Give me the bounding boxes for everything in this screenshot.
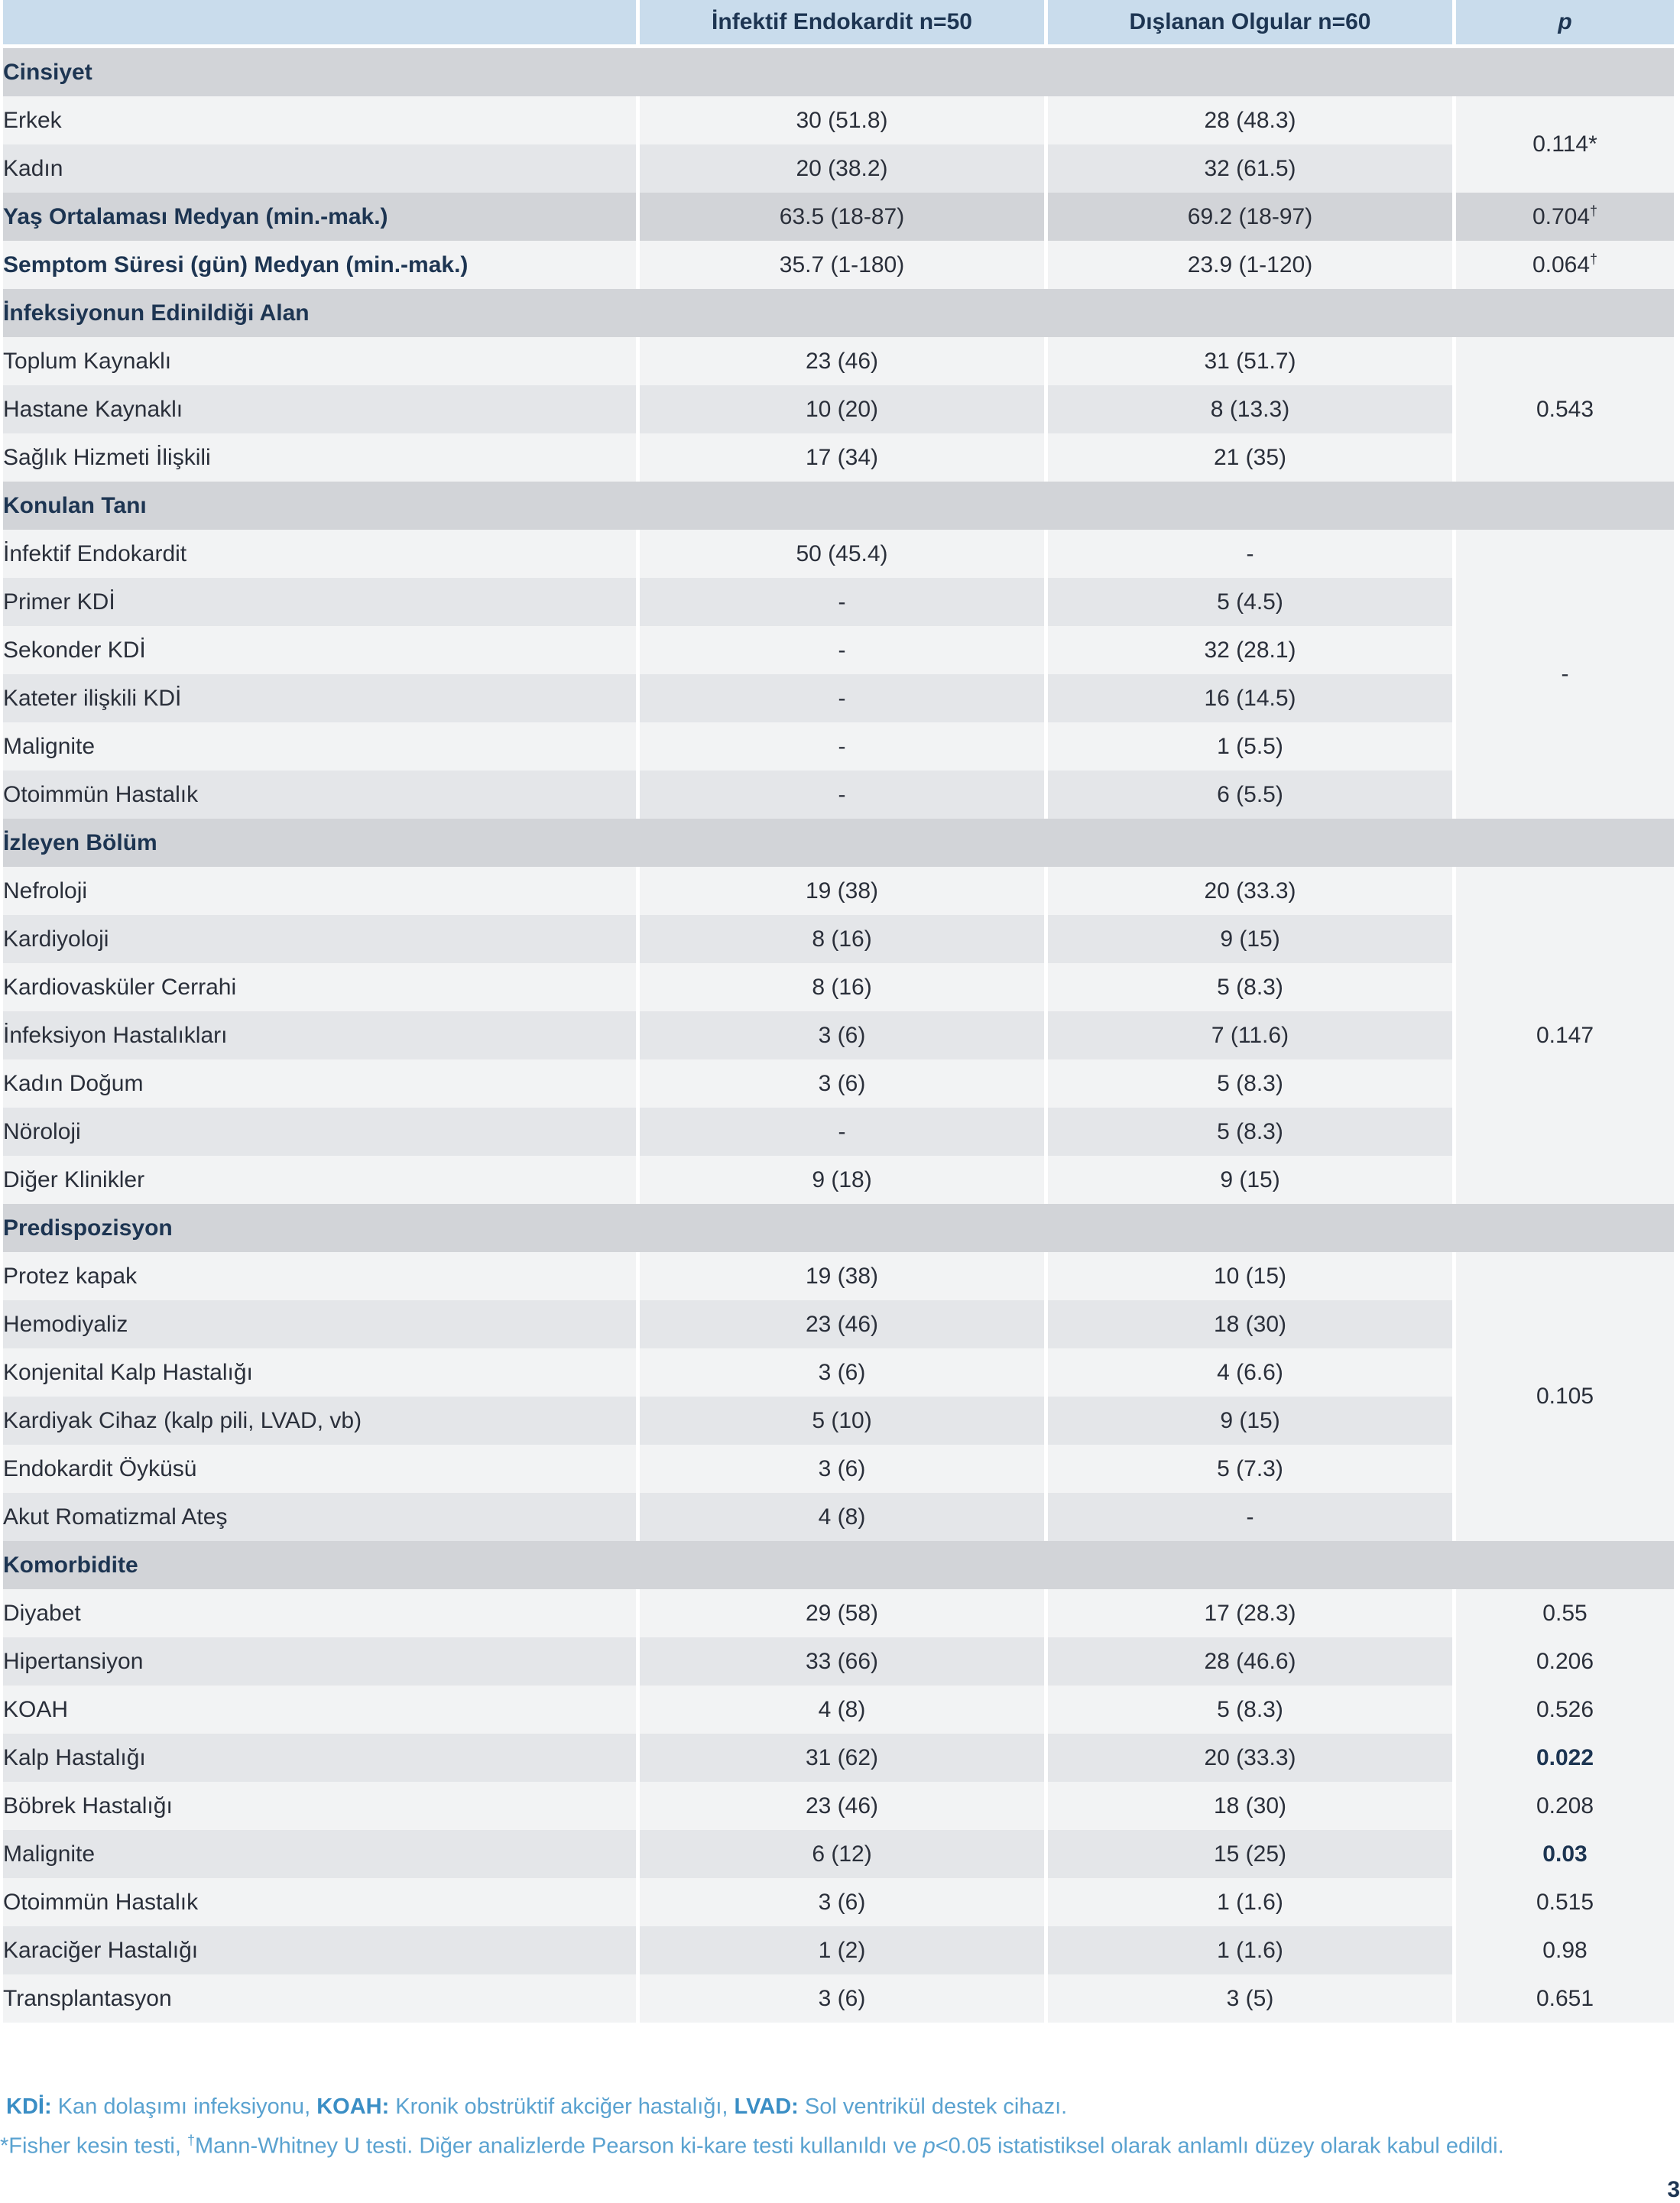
cell-ie: 33 (66)	[636, 1637, 1044, 1686]
significance-text: <0.05 istatistiksel olarak anlamlı düzey olarak kabul edildi.	[935, 2133, 1504, 2159]
cell-ie: 9 (18)	[636, 1156, 1044, 1204]
cell-p	[1452, 193, 1674, 241]
table-row	[3, 1011, 1674, 1059]
section-konulan-tani: Konulan Tanı	[3, 482, 1674, 530]
cell-ie: 3 (6)	[636, 1878, 1044, 1926]
table-row	[3, 1445, 1674, 1493]
cell-excluded: 18 (30)	[1044, 1300, 1452, 1348]
section-row	[3, 1204, 1674, 1252]
row-label: Diğer Klinikler	[3, 1156, 636, 1204]
table-row	[3, 530, 1674, 578]
cell-ie: 3 (6)	[636, 1348, 1044, 1397]
cell-excluded: 5 (8.3)	[1044, 963, 1452, 1011]
cell-ie: 10 (20)	[636, 385, 1044, 433]
table-row	[3, 963, 1674, 1011]
cell-excluded: 5 (7.3)	[1044, 1445, 1452, 1493]
abbr-kdi: KDİ:	[6, 2094, 52, 2119]
cell-ie: 30 (51.8)	[636, 96, 1044, 144]
mann-text: Mann-Whitney U testi. Diğer analizlerde Pearson ki-kare testi kullanıldı ve	[195, 2133, 923, 2159]
row-label: Diyabet	[3, 1589, 636, 1637]
abbr-koah: KOAH:	[316, 2094, 390, 2119]
table-row	[3, 1059, 1674, 1108]
table-row	[3, 1108, 1674, 1156]
cell-p: 0.55	[1452, 1589, 1674, 1637]
cell-ie: 20 (38.2)	[636, 144, 1044, 193]
table-row	[3, 1830, 1674, 1878]
cell-ie: 4 (8)	[636, 1493, 1044, 1541]
cell-excluded: 5 (8.3)	[1044, 1686, 1452, 1734]
section-cinsiyet: Cinsiyet	[3, 48, 1674, 96]
cell-excluded: 20 (33.3)	[1044, 1734, 1452, 1782]
table-row	[3, 1348, 1674, 1397]
cell-ie: 3 (6)	[636, 1011, 1044, 1059]
row-label: Kalp Hastalığı	[3, 1734, 636, 1782]
cell-excluded: 15 (25)	[1044, 1830, 1452, 1878]
cell-ie: 19 (38)	[636, 867, 1044, 915]
row-label: Nefroloji	[3, 867, 636, 915]
star-mark: *	[0, 2133, 9, 2159]
cell-ie: 4 (8)	[636, 1686, 1044, 1734]
cell-p: 0.651	[1452, 1974, 1674, 2023]
row-label: Hipertansiyon	[3, 1637, 636, 1686]
dagger-sup: †	[1590, 251, 1598, 267]
section-komorbidite: Komorbidite	[3, 1541, 1674, 1589]
row-label: Kadın	[3, 144, 636, 193]
cell-ie: 3 (6)	[636, 1059, 1044, 1108]
row-label: Hastane Kaynaklı	[3, 385, 636, 433]
row-label: Otoimmün Hastalık	[3, 1878, 636, 1926]
p-italic: p	[923, 2133, 936, 2159]
cell-excluded: 8 (13.3)	[1044, 385, 1452, 433]
cell-ie: -	[636, 626, 1044, 674]
cell-p: 0.543	[1452, 337, 1674, 482]
section-row	[3, 1541, 1674, 1589]
row-label: İnfektif Endokardit	[3, 530, 636, 578]
cell-excluded: 5 (8.3)	[1044, 1059, 1452, 1108]
row-label: Hemodiyaliz	[3, 1300, 636, 1348]
row-label: Kadın Doğum	[3, 1059, 636, 1108]
cell-excluded: 10 (15)	[1044, 1252, 1452, 1300]
row-label: KOAH	[3, 1686, 636, 1734]
cell-ie: 23 (46)	[636, 337, 1044, 385]
p-value: 0.064	[1532, 252, 1591, 277]
dagger-mark: †	[186, 2133, 195, 2148]
cell-excluded: -	[1044, 1493, 1452, 1541]
table-row	[3, 1300, 1674, 1348]
abbr-lvad-text: Sol ventrikül destek cihazı.	[798, 2094, 1068, 2119]
cell-p	[1452, 241, 1674, 289]
row-label: Akut Romatizmal Ateş	[3, 1493, 636, 1541]
row-label: Karaciğer Hastalığı	[3, 1926, 636, 1974]
cell-excluded: 3 (5)	[1044, 1974, 1452, 2023]
header-ie: İnfektif Endokardit n=50	[636, 0, 1044, 48]
table-row	[3, 1926, 1674, 1974]
cell-excluded: 9 (15)	[1044, 1156, 1452, 1204]
table-row	[3, 1397, 1674, 1445]
row-label: Malignite	[3, 722, 636, 771]
cell-p-significant: 0.03	[1452, 1830, 1674, 1878]
row-label: Sağlık Hizmeti İlişkili	[3, 433, 636, 482]
cell-ie: 50 (45.4)	[636, 530, 1044, 578]
cell-p-significant: 0.022	[1452, 1734, 1674, 1782]
abbr-kdi-text: Kan dolaşımı infeksiyonu,	[51, 2094, 317, 2119]
cell-excluded: 28 (48.3)	[1044, 96, 1452, 144]
table-row	[3, 771, 1674, 819]
cell-ie: 8 (16)	[636, 915, 1044, 963]
row-label: Konjenital Kalp Hastalığı	[3, 1348, 636, 1397]
cell-excluded: 32 (61.5)	[1044, 144, 1452, 193]
tests-note	[0, 2124, 1680, 2163]
cell-p: 0.98	[1452, 1926, 1674, 1974]
table-row	[3, 96, 1674, 144]
cell-excluded: 32 (28.1)	[1044, 626, 1452, 674]
table-footnotes	[0, 2090, 1680, 2163]
cell-ie: -	[636, 674, 1044, 722]
row-label: Otoimmün Hastalık	[3, 771, 636, 819]
table-row	[3, 722, 1674, 771]
cell-ie: -	[636, 578, 1044, 626]
cell-ie: 5 (10)	[636, 1397, 1044, 1445]
row-label: Toplum Kaynaklı	[3, 337, 636, 385]
row-label: İnfeksiyon Hastalıkları	[3, 1011, 636, 1059]
table-row	[3, 915, 1674, 963]
cell-excluded: 4 (6.6)	[1044, 1348, 1452, 1397]
row-label: Böbrek Hastalığı	[3, 1782, 636, 1830]
cell-excluded: 1 (5.5)	[1044, 722, 1452, 771]
table-row	[3, 385, 1674, 433]
table-row	[3, 1493, 1674, 1541]
cell-excluded: 23.9 (1-120)	[1044, 241, 1452, 289]
cell-excluded: 18 (30)	[1044, 1782, 1452, 1830]
table-row	[3, 578, 1674, 626]
abbr-lvad: LVAD:	[734, 2094, 799, 2119]
cell-p: 0.526	[1452, 1686, 1674, 1734]
cell-excluded: 7 (11.6)	[1044, 1011, 1452, 1059]
row-label: Nöroloji	[3, 1108, 636, 1156]
section-row	[3, 289, 1674, 337]
section-izleyen-bolum: İzleyen Bölüm	[3, 819, 1674, 867]
section-row	[3, 482, 1674, 530]
row-label: Protez kapak	[3, 1252, 636, 1300]
cell-ie: 29 (58)	[636, 1589, 1044, 1637]
table-row	[3, 241, 1674, 289]
table-row	[3, 193, 1674, 241]
cell-ie: -	[636, 722, 1044, 771]
cell-excluded: -	[1044, 530, 1452, 578]
table-row	[3, 144, 1674, 193]
section-infeksiyon-alan: İnfeksiyonun Edinildiği Alan	[3, 289, 1674, 337]
table-row	[3, 867, 1674, 915]
cell-excluded: 6 (5.5)	[1044, 771, 1452, 819]
row-label: Erkek	[3, 96, 636, 144]
cell-ie: -	[636, 771, 1044, 819]
p-value: 0.704	[1532, 204, 1591, 229]
cell-ie: 23 (46)	[636, 1782, 1044, 1830]
cell-ie: 31 (62)	[636, 1734, 1044, 1782]
cell-excluded: 16 (14.5)	[1044, 674, 1452, 722]
table-header	[3, 0, 1674, 48]
table-row	[3, 1782, 1674, 1830]
table-row	[3, 1734, 1674, 1782]
cell-excluded: 69.2 (18-97)	[1044, 193, 1452, 241]
table-row	[3, 1637, 1674, 1686]
section-row	[3, 819, 1674, 867]
table-row	[3, 674, 1674, 722]
row-label: Yaş Ortalaması Medyan (min.-mak.)	[3, 193, 636, 241]
section-row	[3, 48, 1674, 96]
cell-excluded: 9 (15)	[1044, 1397, 1452, 1445]
row-label: Semptom Süresi (gün) Medyan (min.-mak.)	[3, 241, 636, 289]
row-label: Malignite	[3, 1830, 636, 1878]
abbreviations-note	[0, 2090, 1680, 2124]
cell-p: 0.147	[1452, 867, 1674, 1204]
cell-p: 0.208	[1452, 1782, 1674, 1830]
row-label: Transplantasyon	[3, 1974, 636, 2023]
cell-excluded: 1 (1.6)	[1044, 1926, 1452, 1974]
cell-excluded: 1 (1.6)	[1044, 1878, 1452, 1926]
cell-ie: 6 (12)	[636, 1830, 1044, 1878]
header-p: p	[1452, 0, 1674, 48]
cell-excluded: 20 (33.3)	[1044, 867, 1452, 915]
row-label: Primer KDİ	[3, 578, 636, 626]
cell-p: 0.114*	[1452, 96, 1674, 193]
header-excluded: Dışlanan Olgular n=60	[1044, 0, 1452, 48]
cell-ie: 23 (46)	[636, 1300, 1044, 1348]
results-table	[3, 0, 1674, 2023]
row-label: Endokardit Öyküsü	[3, 1445, 636, 1493]
cell-excluded: 5 (4.5)	[1044, 578, 1452, 626]
row-label: Kardiyoloji	[3, 915, 636, 963]
cell-ie: 17 (34)	[636, 433, 1044, 482]
cell-excluded: 5 (8.3)	[1044, 1108, 1452, 1156]
cell-ie: 19 (38)	[636, 1252, 1044, 1300]
table-row	[3, 1686, 1674, 1734]
cell-ie: -	[636, 1108, 1044, 1156]
fisher-text: Fisher kesin testi,	[8, 2133, 187, 2159]
cell-excluded: 28 (46.6)	[1044, 1637, 1452, 1686]
cell-excluded: 9 (15)	[1044, 915, 1452, 963]
row-label: Kateter ilişkili KDİ	[3, 674, 636, 722]
table-row	[3, 1252, 1674, 1300]
cell-ie: 3 (6)	[636, 1974, 1044, 2023]
page-number: 3	[1667, 2177, 1680, 2202]
section-predispozisyon: Predispozisyon	[3, 1204, 1674, 1252]
row-label: Sekonder KDİ	[3, 626, 636, 674]
table-row	[3, 626, 1674, 674]
cell-p: 0.105	[1452, 1252, 1674, 1541]
cell-excluded: 21 (35)	[1044, 433, 1452, 482]
table-row	[3, 1156, 1674, 1204]
row-label: Kardiovasküler Cerrahi	[3, 963, 636, 1011]
cell-ie: 1 (2)	[636, 1926, 1044, 1974]
dagger-sup: †	[1590, 203, 1598, 219]
cell-excluded: 17 (28.3)	[1044, 1589, 1452, 1637]
cell-p: 0.515	[1452, 1878, 1674, 1926]
table-row	[3, 1974, 1674, 2023]
header-empty	[3, 0, 636, 48]
table-row	[3, 337, 1674, 385]
row-label: Kardiyak Cihaz (kalp pili, LVAD, vb)	[3, 1397, 636, 1445]
cell-excluded: 31 (51.7)	[1044, 337, 1452, 385]
table-row	[3, 1878, 1674, 1926]
cell-ie: 8 (16)	[636, 963, 1044, 1011]
abbr-koah-text: Kronik obstrüktif akciğer hastalığı,	[389, 2094, 735, 2119]
table-row	[3, 433, 1674, 482]
cell-ie: 35.7 (1-180)	[636, 241, 1044, 289]
cell-p: -	[1452, 530, 1674, 819]
cell-ie: 3 (6)	[636, 1445, 1044, 1493]
table-row	[3, 1589, 1674, 1637]
cell-ie: 63.5 (18-87)	[636, 193, 1044, 241]
cell-p: 0.206	[1452, 1637, 1674, 1686]
